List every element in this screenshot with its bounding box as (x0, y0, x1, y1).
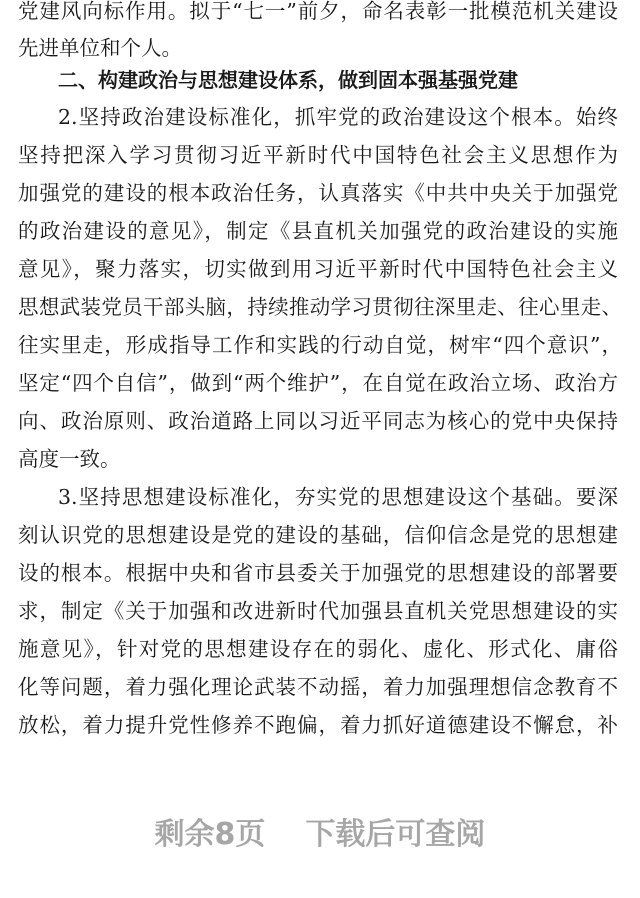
remaining-pages-notice (0, 810, 640, 860)
intro-line-1: 党建风向标作用。拟于“七一”前夕，命名表彰一批模范机关建设 (18, 0, 618, 23)
paragraph-3-line-3: 设的根本。根据中央和省市县委关于加强党的思想建设的部署要 (18, 561, 618, 585)
download-hint-label: 下载后可查阅 (305, 817, 486, 852)
paragraph-3-line-4: 求，制定《关于加强和改进新时代加强县直机关党思想建设的实 (18, 599, 618, 623)
paragraph-2-line-9: 向、政治原则、政治道路上同以习近平同志为核心的党中央保持 (18, 409, 618, 433)
paragraph-2-line-5: 意见》，聚力落实，切实做到用习近平新时代中国特色社会主义 (18, 257, 618, 281)
remaining-pages-label: 剩余8页 (154, 817, 266, 852)
paragraph-3-line-5: 施意见》，针对党的思想建设存在的弱化、虚化、形式化、庸俗 (18, 637, 618, 661)
paragraph-2-line-8: 坚定“四个自信”，做到“两个维护”，在自觉在政治立场、政治方 (18, 371, 618, 395)
paragraph-3-line-6: 化等问题，着力强化理论武装不动摇，着力加强理想信念教育不 (18, 675, 618, 699)
paragraph-2-line-4: 的政治建设的意见》，制定《县直机关加强党的政治建设的实施 (18, 219, 618, 243)
section-heading: 二、构建政治与思想建设体系，做到固本强基强党建 (58, 68, 518, 92)
paragraph-3-line-1: 3.坚持思想建设标准化，夯实党的思想建设这个基础。要深 (58, 485, 618, 509)
paragraph-2-line-6: 思想武装党员干部头脑，持续推动学习贯彻往深里走、往心里走、 (18, 295, 622, 319)
paragraph-3-line-7: 放松，着力提升党性修养不跑偏，着力抓好道德建设不懈怠，补 (18, 713, 618, 737)
paragraph-3-line-2: 刻认识党的思想建设是党的建设的基础，信仰信念是党的思想建 (18, 523, 618, 547)
paragraph-2-line-1: 2.坚持政治建设标准化，抓牢党的政治建设这个根本。始终 (58, 105, 618, 129)
paragraph-2-line-3: 加强党的建设的根本政治任务，认真落实《中共中央关于加强党 (18, 181, 618, 205)
paragraph-2-line-7: 往实里走，形成指导工作和实践的行动自觉，树牢“四个意识”， (18, 333, 622, 357)
intro-line-2: 先进单位和个人。 (18, 36, 182, 60)
paragraph-2-line-2: 坚持把深入学习贯彻习近平新时代中国特色社会主义思想作为 (18, 143, 618, 167)
paragraph-2-line-10: 高度一致。 (18, 447, 121, 471)
